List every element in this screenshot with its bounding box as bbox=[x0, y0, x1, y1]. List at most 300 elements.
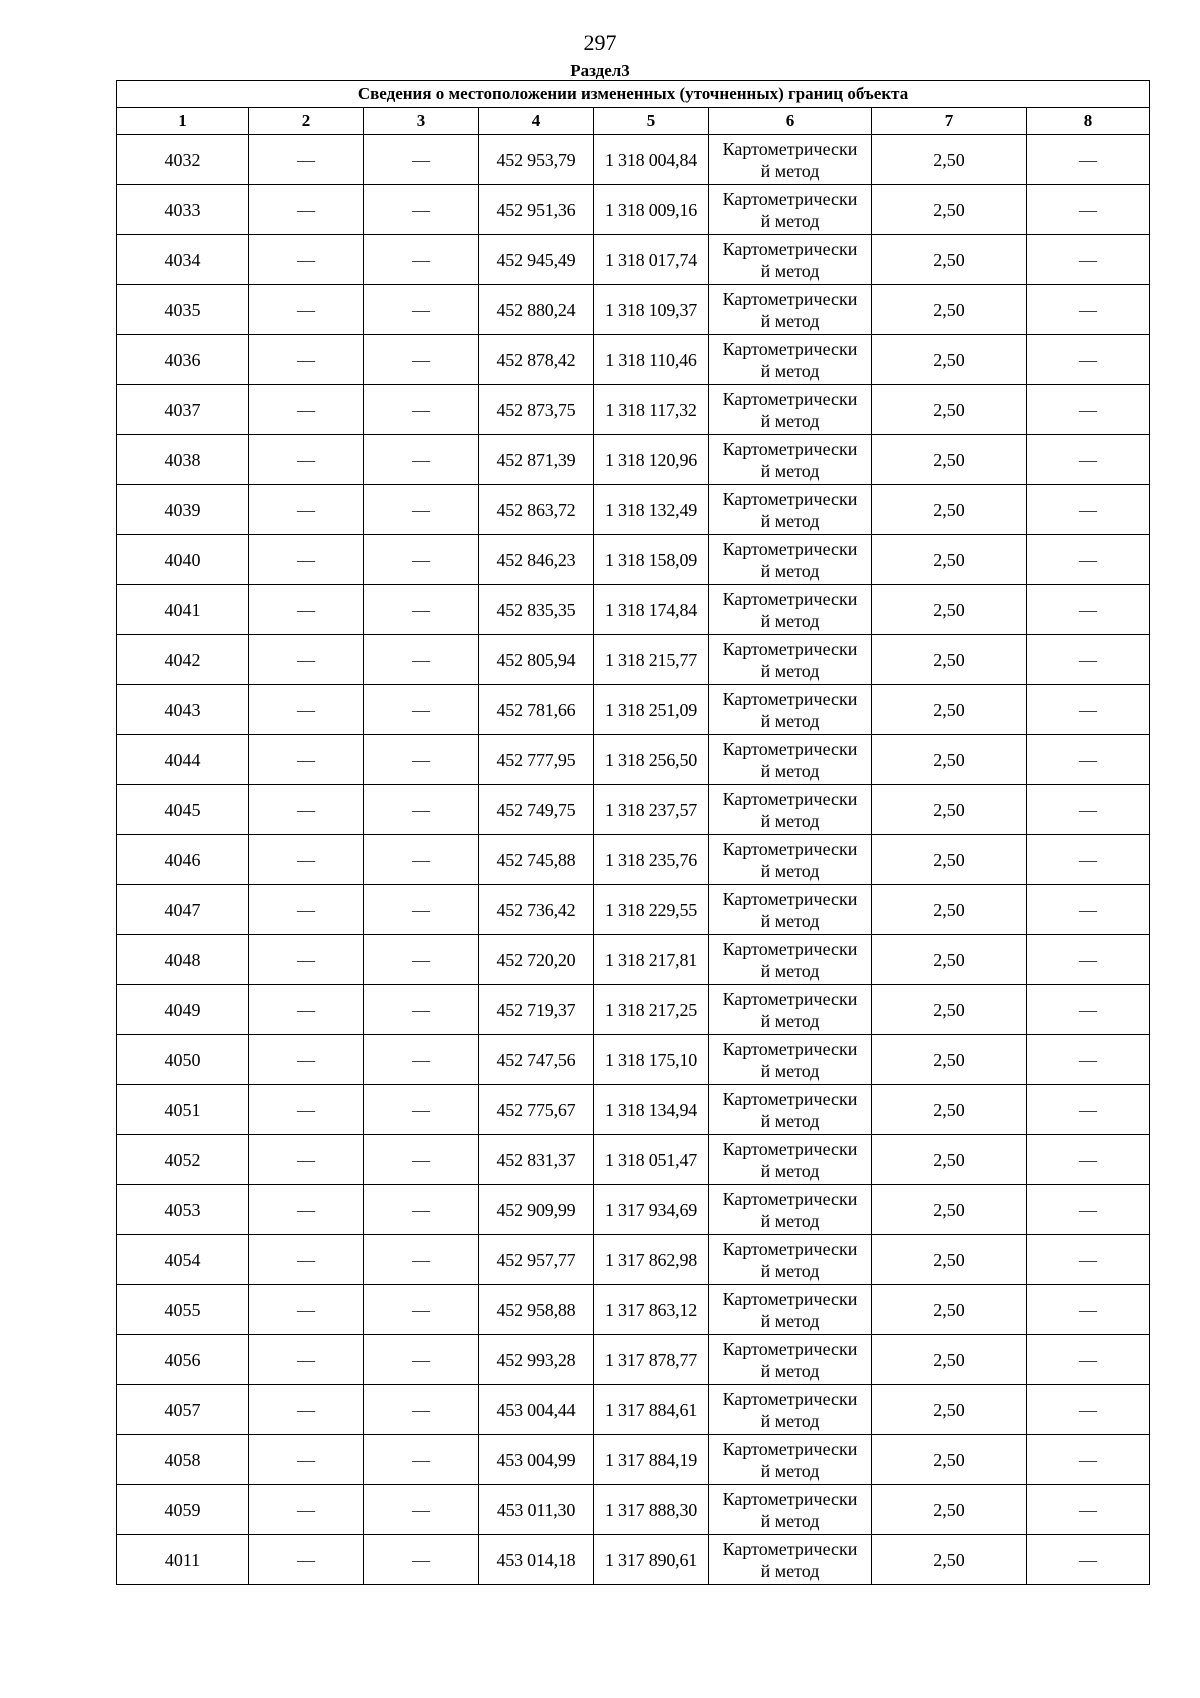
point-number-cell: 4049 bbox=[117, 985, 249, 1035]
accuracy-cell: 2,50 bbox=[872, 385, 1027, 435]
accuracy-cell: 2,50 bbox=[872, 285, 1027, 335]
method-line: Картометрически bbox=[722, 1338, 858, 1359]
empty-value-cell: — bbox=[364, 935, 479, 985]
empty-value-cell: — bbox=[249, 1185, 364, 1235]
empty-value-cell: — bbox=[1027, 285, 1150, 335]
x-coordinate-cell: 452 749,75 bbox=[479, 785, 594, 835]
empty-value-cell: — bbox=[1027, 1485, 1150, 1535]
method-cell bbox=[709, 135, 872, 185]
accuracy-cell: 2,50 bbox=[872, 885, 1027, 935]
empty-value-cell: — bbox=[249, 935, 364, 985]
method-line: Картометрически bbox=[722, 788, 858, 809]
method-line: й метод bbox=[760, 1260, 820, 1281]
point-number-cell: 4041 bbox=[117, 585, 249, 635]
method-line: й метод bbox=[760, 660, 820, 681]
y-coordinate-cell: 1 318 217,25 bbox=[594, 985, 709, 1035]
y-coordinate-cell: 1 318 217,81 bbox=[594, 935, 709, 985]
accuracy-cell: 2,50 bbox=[872, 835, 1027, 885]
y-coordinate-cell: 1 317 878,77 bbox=[594, 1335, 709, 1385]
table-row bbox=[117, 835, 1150, 885]
x-coordinate-cell: 452 777,95 bbox=[479, 735, 594, 785]
method-line: й метод bbox=[760, 1560, 820, 1581]
x-coordinate-cell: 452 719,37 bbox=[479, 985, 594, 1035]
accuracy-cell: 2,50 bbox=[872, 1535, 1027, 1585]
table-row bbox=[117, 885, 1150, 935]
empty-value-cell: — bbox=[1027, 135, 1150, 185]
x-coordinate-cell: 452 736,42 bbox=[479, 885, 594, 935]
empty-value-cell: — bbox=[364, 1235, 479, 1285]
empty-value-cell: — bbox=[249, 485, 364, 535]
method-cell bbox=[709, 1435, 872, 1485]
empty-value-cell: — bbox=[249, 285, 364, 335]
method-cell bbox=[709, 835, 872, 885]
empty-value-cell: — bbox=[249, 685, 364, 735]
empty-value-cell: — bbox=[1027, 235, 1150, 285]
x-coordinate-cell: 452 831,37 bbox=[479, 1135, 594, 1185]
y-coordinate-cell: 1 318 117,32 bbox=[594, 385, 709, 435]
point-number-cell: 4035 bbox=[117, 285, 249, 335]
table-row bbox=[117, 935, 1150, 985]
point-number-cell: 4045 bbox=[117, 785, 249, 835]
table-row bbox=[117, 1285, 1150, 1335]
empty-value-cell: — bbox=[249, 1285, 364, 1335]
method-cell bbox=[709, 1035, 872, 1085]
point-number-cell: 4052 bbox=[117, 1135, 249, 1185]
empty-value-cell: — bbox=[249, 235, 364, 285]
method-line: й метод bbox=[760, 410, 820, 431]
accuracy-cell: 2,50 bbox=[872, 1235, 1027, 1285]
method-line: Картометрически bbox=[722, 1138, 858, 1159]
table-row bbox=[117, 385, 1150, 435]
empty-value-cell: — bbox=[1027, 635, 1150, 685]
x-coordinate-cell: 452 720,20 bbox=[479, 935, 594, 985]
empty-value-cell: — bbox=[249, 885, 364, 935]
table-body bbox=[117, 135, 1150, 1585]
accuracy-cell: 2,50 bbox=[872, 1435, 1027, 1485]
method-cell bbox=[709, 1135, 872, 1185]
point-number-cell: 4034 bbox=[117, 235, 249, 285]
table-row bbox=[117, 435, 1150, 485]
accuracy-cell: 2,50 bbox=[872, 435, 1027, 485]
empty-value-cell: — bbox=[249, 985, 364, 1035]
empty-value-cell: — bbox=[364, 535, 479, 585]
y-coordinate-cell: 1 318 110,46 bbox=[594, 335, 709, 385]
method-line: Картометрически bbox=[722, 638, 858, 659]
method-line: й метод bbox=[760, 810, 820, 831]
y-coordinate-cell: 1 318 132,49 bbox=[594, 485, 709, 535]
method-line: Картометрически bbox=[722, 888, 858, 909]
point-number-cell: 4058 bbox=[117, 1435, 249, 1485]
table-row bbox=[117, 685, 1150, 735]
method-line: Картометрически bbox=[722, 438, 858, 459]
table-row bbox=[117, 535, 1150, 585]
empty-value-cell: — bbox=[1027, 935, 1150, 985]
point-number-cell: 4033 bbox=[117, 185, 249, 235]
empty-value-cell: — bbox=[1027, 735, 1150, 785]
accuracy-cell: 2,50 bbox=[872, 1385, 1027, 1435]
column-number: 8 bbox=[1027, 108, 1150, 135]
method-line: Картометрически bbox=[722, 1088, 858, 1109]
y-coordinate-cell: 1 317 890,61 bbox=[594, 1535, 709, 1585]
accuracy-cell: 2,50 bbox=[872, 185, 1027, 235]
method-line: Картометрически bbox=[722, 588, 858, 609]
empty-value-cell: — bbox=[1027, 1135, 1150, 1185]
accuracy-cell: 2,50 bbox=[872, 685, 1027, 735]
empty-value-cell: — bbox=[249, 535, 364, 585]
method-line: й метод bbox=[760, 960, 820, 981]
method-line: Картометрически bbox=[722, 488, 858, 509]
empty-value-cell: — bbox=[1027, 1385, 1150, 1435]
empty-value-cell: — bbox=[249, 585, 364, 635]
method-cell bbox=[709, 1535, 872, 1585]
x-coordinate-cell: 452 747,56 bbox=[479, 1035, 594, 1085]
empty-value-cell: — bbox=[1027, 435, 1150, 485]
empty-value-cell: — bbox=[249, 1235, 364, 1285]
empty-value-cell: — bbox=[1027, 335, 1150, 385]
empty-value-cell: — bbox=[364, 135, 479, 185]
method-cell bbox=[709, 685, 872, 735]
method-line: й метод bbox=[760, 160, 820, 181]
method-line: й метод bbox=[760, 860, 820, 881]
method-cell bbox=[709, 285, 872, 335]
table-row bbox=[117, 1385, 1150, 1435]
y-coordinate-cell: 1 317 884,19 bbox=[594, 1435, 709, 1485]
method-line: й метод bbox=[760, 210, 820, 231]
table-row bbox=[117, 1135, 1150, 1185]
empty-value-cell: — bbox=[364, 885, 479, 935]
method-line: Картометрически bbox=[722, 938, 858, 959]
accuracy-cell: 2,50 bbox=[872, 635, 1027, 685]
table-row bbox=[117, 335, 1150, 385]
method-line: й метод bbox=[760, 560, 820, 581]
y-coordinate-cell: 1 318 256,50 bbox=[594, 735, 709, 785]
empty-value-cell: — bbox=[1027, 385, 1150, 435]
column-number: 7 bbox=[872, 108, 1027, 135]
point-number-cell: 4042 bbox=[117, 635, 249, 685]
method-line: й метод bbox=[760, 1360, 820, 1381]
point-number-cell: 4036 bbox=[117, 335, 249, 385]
empty-value-cell: — bbox=[1027, 885, 1150, 935]
method-line: й метод bbox=[760, 310, 820, 331]
point-number-cell: 4039 bbox=[117, 485, 249, 535]
empty-value-cell: — bbox=[364, 235, 479, 285]
point-number-cell: 4038 bbox=[117, 435, 249, 485]
empty-value-cell: — bbox=[249, 635, 364, 685]
method-line: Картометрически bbox=[722, 1388, 858, 1409]
x-coordinate-cell: 452 953,79 bbox=[479, 135, 594, 185]
empty-value-cell: — bbox=[364, 735, 479, 785]
empty-value-cell: — bbox=[1027, 1235, 1150, 1285]
y-coordinate-cell: 1 318 175,10 bbox=[594, 1035, 709, 1085]
empty-value-cell: — bbox=[364, 1035, 479, 1085]
y-coordinate-cell: 1 318 051,47 bbox=[594, 1135, 709, 1185]
point-number-cell: 4040 bbox=[117, 535, 249, 585]
y-coordinate-cell: 1 318 004,84 bbox=[594, 135, 709, 185]
empty-value-cell: — bbox=[1027, 1185, 1150, 1235]
table-row bbox=[117, 785, 1150, 835]
x-coordinate-cell: 452 878,42 bbox=[479, 335, 594, 385]
method-line: й метод bbox=[760, 1210, 820, 1231]
accuracy-cell: 2,50 bbox=[872, 785, 1027, 835]
y-coordinate-cell: 1 317 888,30 bbox=[594, 1485, 709, 1535]
point-number-cell: 4054 bbox=[117, 1235, 249, 1285]
method-line: Картометрически bbox=[722, 1038, 858, 1059]
empty-value-cell: — bbox=[364, 435, 479, 485]
y-coordinate-cell: 1 318 009,16 bbox=[594, 185, 709, 235]
method-cell bbox=[709, 785, 872, 835]
empty-value-cell: — bbox=[249, 135, 364, 185]
x-coordinate-cell: 453 011,30 bbox=[479, 1485, 594, 1535]
x-coordinate-cell: 452 880,24 bbox=[479, 285, 594, 335]
column-number: 4 bbox=[479, 108, 594, 135]
point-number-cell: 4059 bbox=[117, 1485, 249, 1535]
empty-value-cell: — bbox=[249, 1085, 364, 1135]
empty-value-cell: — bbox=[249, 335, 364, 385]
accuracy-cell: 2,50 bbox=[872, 985, 1027, 1035]
point-number-cell: 4044 bbox=[117, 735, 249, 785]
column-number: 1 bbox=[117, 108, 249, 135]
method-cell bbox=[709, 1235, 872, 1285]
method-line: Картометрически bbox=[722, 1288, 858, 1309]
method-line: Картометрически bbox=[722, 1488, 858, 1509]
accuracy-cell: 2,50 bbox=[872, 1285, 1027, 1335]
method-line: Картометрически bbox=[722, 688, 858, 709]
y-coordinate-cell: 1 318 158,09 bbox=[594, 535, 709, 585]
empty-value-cell: — bbox=[249, 435, 364, 485]
empty-value-cell: — bbox=[1027, 785, 1150, 835]
point-number-cell: 4047 bbox=[117, 885, 249, 935]
table-row bbox=[117, 135, 1150, 185]
method-line: й метод bbox=[760, 460, 820, 481]
empty-value-cell: — bbox=[364, 1485, 479, 1535]
point-number-cell: 4051 bbox=[117, 1085, 249, 1135]
table-row bbox=[117, 1235, 1150, 1285]
column-number: 5 bbox=[594, 108, 709, 135]
x-coordinate-cell: 452 863,72 bbox=[479, 485, 594, 535]
empty-value-cell: — bbox=[1027, 535, 1150, 585]
method-line: Картометрически bbox=[722, 188, 858, 209]
y-coordinate-cell: 1 317 934,69 bbox=[594, 1185, 709, 1235]
empty-value-cell: — bbox=[364, 335, 479, 385]
point-number-cell: 4043 bbox=[117, 685, 249, 735]
y-coordinate-cell: 1 318 251,09 bbox=[594, 685, 709, 735]
accuracy-cell: 2,50 bbox=[872, 1485, 1027, 1535]
method-line: Картометрически bbox=[722, 1238, 858, 1259]
y-coordinate-cell: 1 318 229,55 bbox=[594, 885, 709, 935]
method-cell bbox=[709, 585, 872, 635]
point-number-cell: 4055 bbox=[117, 1285, 249, 1335]
x-coordinate-cell: 452 945,49 bbox=[479, 235, 594, 285]
empty-value-cell: — bbox=[249, 1385, 364, 1435]
point-number-cell: 4046 bbox=[117, 835, 249, 885]
empty-value-cell: — bbox=[364, 185, 479, 235]
x-coordinate-cell: 453 004,99 bbox=[479, 1435, 594, 1485]
accuracy-cell: 2,50 bbox=[872, 935, 1027, 985]
point-number-cell: 4048 bbox=[117, 935, 249, 985]
point-number-cell: 4057 bbox=[117, 1385, 249, 1435]
table-caption: Сведения о местоположении измененных (уточненных) границ объекта bbox=[117, 81, 1150, 108]
method-line: Картометрически bbox=[722, 1188, 858, 1209]
method-line: й метод bbox=[760, 1110, 820, 1131]
method-line: Картометрически bbox=[722, 138, 858, 159]
empty-value-cell: — bbox=[1027, 1085, 1150, 1135]
method-line: й метод bbox=[760, 1460, 820, 1481]
empty-value-cell: — bbox=[364, 685, 479, 735]
y-coordinate-cell: 1 317 862,98 bbox=[594, 1235, 709, 1285]
section-title: Раздел3 bbox=[570, 61, 630, 80]
method-cell bbox=[709, 985, 872, 1035]
table-row bbox=[117, 485, 1150, 535]
empty-value-cell: — bbox=[249, 1485, 364, 1535]
method-line: Картометрически bbox=[722, 988, 858, 1009]
y-coordinate-cell: 1 317 863,12 bbox=[594, 1285, 709, 1335]
x-coordinate-cell: 452 951,36 bbox=[479, 185, 594, 235]
x-coordinate-cell: 452 745,88 bbox=[479, 835, 594, 885]
method-line: й метод bbox=[760, 760, 820, 781]
y-coordinate-cell: 1 317 884,61 bbox=[594, 1385, 709, 1435]
empty-value-cell: — bbox=[249, 835, 364, 885]
empty-value-cell: — bbox=[364, 635, 479, 685]
method-cell bbox=[709, 1185, 872, 1235]
empty-value-cell: — bbox=[1027, 685, 1150, 735]
column-number: 3 bbox=[364, 108, 479, 135]
empty-value-cell: — bbox=[1027, 485, 1150, 535]
accuracy-cell: 2,50 bbox=[872, 335, 1027, 385]
method-line: й метод bbox=[760, 1060, 820, 1081]
method-cell bbox=[709, 1385, 872, 1435]
accuracy-cell: 2,50 bbox=[872, 1035, 1027, 1085]
empty-value-cell: — bbox=[1027, 985, 1150, 1035]
method-line: Картометрически bbox=[722, 738, 858, 759]
table-row bbox=[117, 1535, 1150, 1585]
accuracy-cell: 2,50 bbox=[872, 1085, 1027, 1135]
method-line: Картометрически bbox=[722, 538, 858, 559]
method-cell bbox=[709, 235, 872, 285]
empty-value-cell: — bbox=[1027, 1535, 1150, 1585]
method-cell bbox=[709, 935, 872, 985]
x-coordinate-cell: 452 805,94 bbox=[479, 635, 594, 685]
method-line: Картометрически bbox=[722, 838, 858, 859]
empty-value-cell: — bbox=[364, 285, 479, 335]
point-number-cell: 4050 bbox=[117, 1035, 249, 1085]
method-line: Картометрически bbox=[722, 338, 858, 359]
x-coordinate-cell: 452 958,88 bbox=[479, 1285, 594, 1335]
empty-value-cell: — bbox=[1027, 1285, 1150, 1335]
x-coordinate-cell: 452 835,35 bbox=[479, 585, 594, 635]
x-coordinate-cell: 453 014,18 bbox=[479, 1535, 594, 1585]
empty-value-cell: — bbox=[364, 1135, 479, 1185]
empty-value-cell: — bbox=[249, 385, 364, 435]
empty-value-cell: — bbox=[249, 185, 364, 235]
method-cell bbox=[709, 1335, 872, 1385]
empty-value-cell: — bbox=[364, 1285, 479, 1335]
empty-value-cell: — bbox=[249, 785, 364, 835]
method-line: й метод bbox=[760, 260, 820, 281]
accuracy-cell: 2,50 bbox=[872, 1135, 1027, 1185]
method-line: Картометрически bbox=[722, 288, 858, 309]
method-line: й метод bbox=[760, 910, 820, 931]
y-coordinate-cell: 1 318 017,74 bbox=[594, 235, 709, 285]
table-row bbox=[117, 285, 1150, 335]
empty-value-cell: — bbox=[364, 985, 479, 1035]
accuracy-cell: 2,50 bbox=[872, 135, 1027, 185]
point-number-cell: 4053 bbox=[117, 1185, 249, 1235]
accuracy-cell: 2,50 bbox=[872, 585, 1027, 635]
method-line: й метод bbox=[760, 360, 820, 381]
table-row bbox=[117, 1335, 1150, 1385]
empty-value-cell: — bbox=[364, 1335, 479, 1385]
table-row bbox=[117, 1035, 1150, 1085]
y-coordinate-cell: 1 318 120,96 bbox=[594, 435, 709, 485]
method-cell bbox=[709, 535, 872, 585]
method-cell bbox=[709, 385, 872, 435]
point-number-cell: 4032 bbox=[117, 135, 249, 185]
x-coordinate-cell: 453 004,44 bbox=[479, 1385, 594, 1435]
empty-value-cell: — bbox=[364, 785, 479, 835]
accuracy-cell: 2,50 bbox=[872, 735, 1027, 785]
method-cell bbox=[709, 1285, 872, 1335]
method-line: й метод bbox=[760, 1510, 820, 1531]
method-cell bbox=[709, 735, 872, 785]
x-coordinate-cell: 452 909,99 bbox=[479, 1185, 594, 1235]
table-row bbox=[117, 185, 1150, 235]
method-line: й метод bbox=[760, 1010, 820, 1031]
empty-value-cell: — bbox=[364, 1185, 479, 1235]
method-cell bbox=[709, 635, 872, 685]
empty-value-cell: — bbox=[364, 585, 479, 635]
method-line: Картометрически bbox=[722, 388, 858, 409]
table-row bbox=[117, 235, 1150, 285]
x-coordinate-cell: 452 781,66 bbox=[479, 685, 594, 735]
empty-value-cell: — bbox=[364, 1435, 479, 1485]
method-line: й метод bbox=[760, 510, 820, 531]
method-cell bbox=[709, 335, 872, 385]
empty-value-cell: — bbox=[1027, 1435, 1150, 1485]
table-row bbox=[117, 985, 1150, 1035]
empty-value-cell: — bbox=[364, 1085, 479, 1135]
table-row bbox=[117, 735, 1150, 785]
table-row bbox=[117, 1085, 1150, 1135]
method-line: й метод bbox=[760, 1160, 820, 1181]
table-row bbox=[117, 1485, 1150, 1535]
y-coordinate-cell: 1 318 215,77 bbox=[594, 635, 709, 685]
empty-value-cell: — bbox=[249, 1135, 364, 1185]
empty-value-cell: — bbox=[249, 1435, 364, 1485]
x-coordinate-cell: 452 993,28 bbox=[479, 1335, 594, 1385]
accuracy-cell: 2,50 bbox=[872, 485, 1027, 535]
accuracy-cell: 2,50 bbox=[872, 235, 1027, 285]
column-number: 6 bbox=[709, 108, 872, 135]
empty-value-cell: — bbox=[249, 1535, 364, 1585]
x-coordinate-cell: 452 871,39 bbox=[479, 435, 594, 485]
empty-value-cell: — bbox=[1027, 1035, 1150, 1085]
method-line: й метод bbox=[760, 1410, 820, 1431]
y-coordinate-cell: 1 318 235,76 bbox=[594, 835, 709, 885]
empty-value-cell: — bbox=[249, 1035, 364, 1085]
empty-value-cell: — bbox=[1027, 585, 1150, 635]
table-row bbox=[117, 635, 1150, 685]
y-coordinate-cell: 1 318 109,37 bbox=[594, 285, 709, 335]
method-line: й метод bbox=[760, 610, 820, 631]
point-number-cell: 4037 bbox=[117, 385, 249, 435]
method-line: Картометрически bbox=[722, 1438, 858, 1459]
table-row bbox=[117, 1435, 1150, 1485]
page-number: 297 bbox=[583, 30, 617, 55]
table-row bbox=[117, 585, 1150, 635]
column-number: 2 bbox=[249, 108, 364, 135]
empty-value-cell: — bbox=[249, 1335, 364, 1385]
empty-value-cell: — bbox=[1027, 835, 1150, 885]
